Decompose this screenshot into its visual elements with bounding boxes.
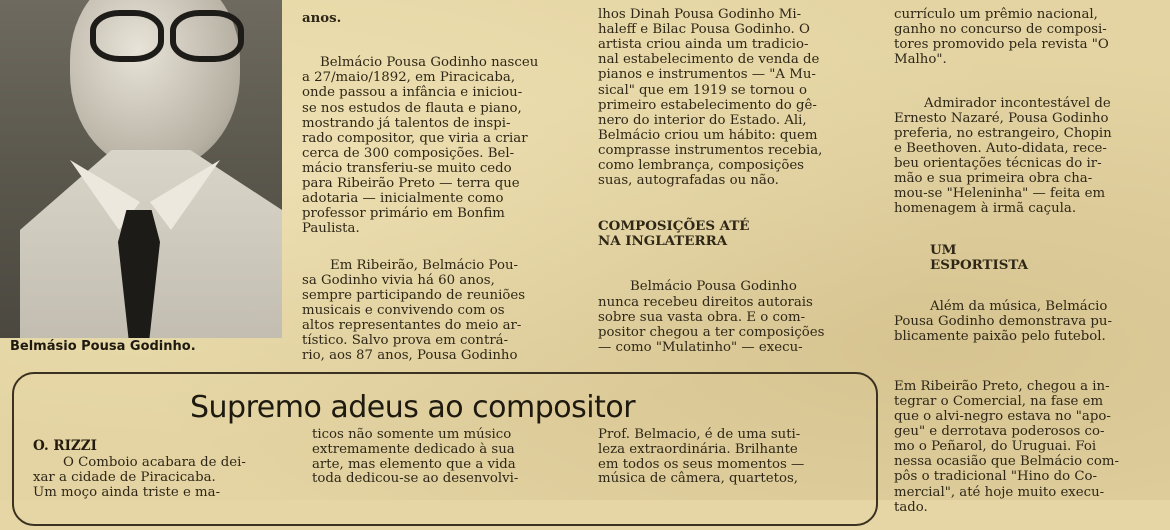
column-3-paragraph-4: Em Ribeirão Preto, chegou a in- tegrar o Comercial, na fase em que o alvi-negro estava no "apo- geu" e derrotava poderosos co- mo o Peñarol, do Uruguai. Foi nessa ocasião que Belmácio com- pôs o tradicional "Hino do Co- mercial", até hoje muito execu- tado. [894, 378, 1119, 515]
boxed-article-column-1: O Comboio acabara de dei- xar a cidade de Piracicaba. Um moço ainda triste e ma- [33, 455, 246, 500]
boxed-article-column-2: ticos não somente um músico extremamente dedicado à sua arte, mas elemento que a vida toda dedicou-se ao desenvolvi- [312, 427, 519, 487]
column-1-paragraph-2: Em Ribeirão, Belmácio Pou- sa Godinho vivia há 60 anos, sempre participando de reuniões musicais e convivendo com os altos representantes do meio ar- tístico. Salvo prova em contrá- rio, aos 87 anos, Pousa Godinho [302, 257, 526, 364]
glasses-right-lens [170, 10, 244, 62]
glasses-left-lens [90, 10, 164, 62]
photo-caption: Belmásio Pousa Godinho. [10, 339, 196, 354]
article-column-1 [302, 0, 582, 378]
column-2-subhead: COMPOSIÇÕES ATÉ NA INGLATERRA [598, 218, 750, 250]
column-1-lead-fragment: anos. [302, 11, 342, 27]
column-2-paragraph-1: lhos Dinah Pousa Godinho Mi- haleff e Bilac Pousa Godinho. O artista criou ainda um tradicio- nal estabelecimento de venda de pianos e instrumentos — "A Mu- sical" que em 1919 se tornou o primeiro estabelecimento do gê- nero do interior do Estado. Ali, Belmácio criou um hábito: quem comprasse instrumentos recebia, como lembrança, composições suas, autografadas ou não. [598, 7, 823, 189]
portrait-photo [0, 0, 282, 338]
column-2-paragraph-2: Belmácio Pousa Godinho nunca recebeu direitos autorais sobre sua vasta obra. E o com- positor chegou a ter composições — como "Mulatinho" — execu- [598, 279, 825, 355]
boxed-article-title: Supremo adeus ao compositor [190, 390, 636, 425]
column-3-paragraph-3: Além da música, Belmácio Pousa Godinho demonstrava pu- blicamente paixão pelo futebol. [894, 298, 1112, 344]
column-3-paragraph-1: currículo um prêmio nacional, ganho no concurso de composi- tores promovido pela revista "O Malho". [894, 7, 1109, 68]
column-1-paragraph-1: Belmácio Pousa Godinho nasceu a 27/maio/1892, em Piracicaba, onde passou a infância e iniciou- se nos estudos de flauta e piano, mostrando já talentos de inspi- rado compositor, que viria a criar cerca de 300 composições. Bel- mácio transferiu-se muito cedo para Ribeirão Preto — terra que adotaria — inicialmente como professor primário em Bonfim Paulista. [302, 55, 539, 237]
column-3-subhead: UM ESPORTISTA [930, 242, 1029, 274]
boxed-article-byline: O. RIZZI [33, 438, 97, 454]
article-column-2 [598, 0, 878, 370]
boxed-article-column-3: Prof. Belmacio, é de uma suti- leza extraordinária. Brilhante em todos os seus momentos — música de câmera, quartetos, [598, 427, 805, 487]
column-3-paragraph-2: Admirador incontestável de Ernesto Nazaré, Pousa Godinho preferia, no estrangeiro, Chopin e Beethoven. Auto-didata, rece- beu orientações técnicas do ir- mão e sua primeira obra cha- mou-se "Heleninha" — feita em homenagem à irmã caçula. [894, 95, 1112, 217]
article-column-3 [894, 0, 1164, 530]
